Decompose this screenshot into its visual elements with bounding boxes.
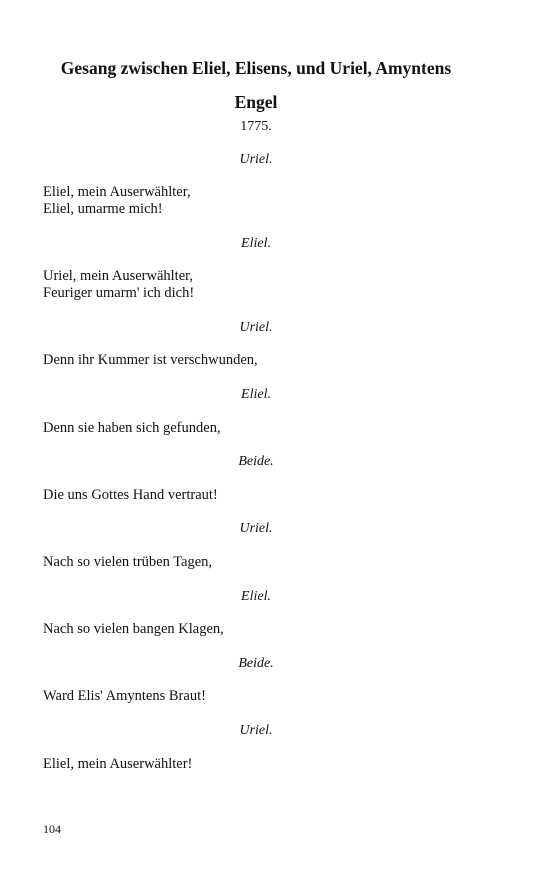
- speaker-label: Uriel.: [239, 320, 273, 335]
- poem-title: Gesang zwischen Eliel, Elisens, und Uriel, Amyntens: [60, 58, 452, 78]
- speaker-label: Eliel.: [241, 387, 271, 402]
- verse-line: Nach so vielen bangen Klagen,: [43, 621, 224, 637]
- verse-line: Uriel, mein Auserwählter,: [43, 268, 194, 284]
- speaker-label: Uriel.: [239, 152, 273, 167]
- speaker-label: Uriel.: [239, 521, 273, 536]
- verse-line: Nach so vielen trüben Tagen,: [43, 554, 213, 570]
- verse-line: Eliel, mein Auserwählter!: [43, 756, 193, 772]
- verse-line: Denn ihr Kummer ist verschwunden,: [43, 352, 258, 368]
- speaker-label: Eliel.: [241, 589, 271, 604]
- speaker-label: Uriel.: [239, 723, 273, 738]
- speaker-label: Beide.: [238, 656, 274, 671]
- verse-line: Denn sie haben sich gefunden,: [43, 420, 221, 436]
- verse-line: Die uns Gottes Hand vertraut!: [43, 487, 218, 503]
- page-number: 104: [43, 822, 61, 836]
- poem-year: 1775.: [240, 119, 272, 134]
- poem-title-continued: Engel: [234, 92, 278, 112]
- speaker-label: Eliel.: [241, 236, 271, 251]
- verse-line: Feuriger umarm' ich dich!: [43, 285, 195, 301]
- verse-line: Ward Elis' Amyntens Braut!: [43, 688, 206, 704]
- verse-line: Eliel, mein Auserwählter,: [43, 184, 191, 200]
- speaker-label: Beide.: [238, 454, 274, 469]
- verse-line: Eliel, umarme mich!: [43, 201, 163, 217]
